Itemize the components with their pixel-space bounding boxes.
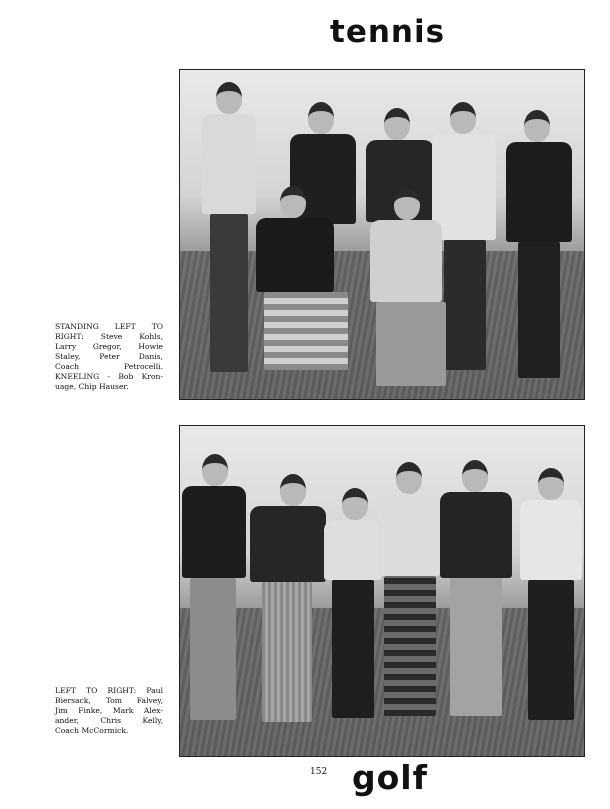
tennis-team-photo bbox=[179, 69, 585, 400]
caption-line: LEFT TO RIGHT: Paul bbox=[55, 686, 163, 695]
caption-line: Larry Gregor, Howie bbox=[55, 342, 163, 351]
caption-line: KNEELING - Bob Kron- bbox=[55, 372, 163, 381]
caption-line: STANDING LEFT TO bbox=[55, 322, 163, 331]
caption-line: Biersack, Tom Falvey, bbox=[55, 696, 163, 705]
caption-line: uage, Chip Hauser. bbox=[55, 382, 129, 391]
caption-line: RIGHT: Steve Kohls, bbox=[55, 332, 163, 341]
grass-field bbox=[180, 608, 584, 757]
caption-line: Jim Finke, Mark Alex- bbox=[55, 706, 163, 715]
golf-heading: golf bbox=[352, 758, 428, 797]
golf-team-photo bbox=[179, 425, 585, 757]
caption-line: Coach McCormick. bbox=[55, 726, 129, 735]
caption-line: Coach Petrocelli. bbox=[55, 362, 163, 371]
golf-caption bbox=[55, 686, 163, 736]
tennis-heading: tennis bbox=[330, 14, 446, 50]
caption-line: Staley, Peter Danis, bbox=[55, 352, 163, 361]
caption-line: ander, Chris Kelly, bbox=[55, 716, 163, 725]
tennis-caption bbox=[55, 322, 163, 392]
page-number: 152 bbox=[310, 767, 328, 777]
